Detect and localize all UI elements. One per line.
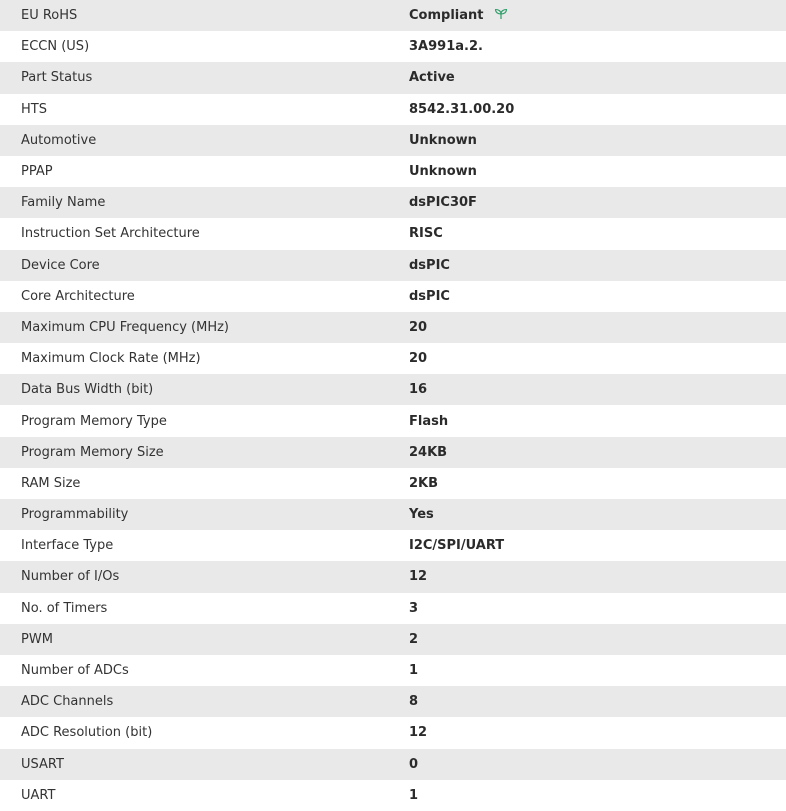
spec-row-adc-channels	[0, 686, 786, 717]
spec-label: Data Bus Width (bit)	[21, 382, 154, 398]
spec-row-family-name	[0, 187, 786, 218]
spec-row-adc-resolution	[0, 717, 786, 748]
spec-value: dsPIC	[409, 288, 450, 304]
spec-label: PWM	[21, 631, 53, 647]
spec-row-no-of-timers	[0, 593, 786, 624]
spec-label: Instruction Set Architecture	[21, 226, 200, 242]
spec-value: dsPIC30F	[409, 195, 477, 211]
spec-label: Program Memory Size	[21, 444, 164, 460]
leaf-icon	[494, 8, 508, 20]
spec-row-eccn	[0, 31, 786, 62]
spec-value: Unknown	[409, 132, 477, 148]
spec-label: ECCN (US)	[21, 39, 90, 55]
spec-value: 3	[409, 600, 419, 616]
spec-label: Program Memory Type	[21, 413, 167, 429]
spec-row-max-clock-rate	[0, 343, 786, 374]
spec-label: Core Architecture	[21, 288, 135, 304]
spec-row-pwm	[0, 624, 786, 655]
spec-value: 1	[409, 787, 419, 803]
spec-value: dsPIC	[409, 257, 450, 273]
spec-row-interface-type	[0, 530, 786, 561]
spec-label: EU RoHS	[21, 8, 78, 24]
spec-label: Interface Type	[21, 538, 114, 554]
spec-value: 12	[409, 569, 428, 585]
spec-label: Maximum CPU Frequency (MHz)	[21, 319, 229, 335]
spec-value: 2KB	[409, 475, 439, 491]
spec-label: Device Core	[21, 257, 100, 273]
spec-value: Active	[409, 70, 455, 86]
spec-value: 3A991a.2.	[409, 39, 483, 55]
spec-value: Flash	[409, 413, 449, 429]
spec-row-program-memory-size	[0, 437, 786, 468]
spec-value: 0	[409, 756, 419, 772]
spec-label: Maximum Clock Rate (MHz)	[21, 351, 201, 367]
spec-value: 2	[409, 631, 419, 647]
spec-value: Compliant	[409, 8, 484, 24]
spec-row-programmability	[0, 499, 786, 530]
spec-label: Family Name	[21, 195, 106, 211]
spec-value: 8	[409, 694, 419, 710]
spec-value: RISC	[409, 226, 443, 242]
spec-label: Number of ADCs	[21, 663, 129, 679]
spec-value: Yes	[409, 507, 434, 523]
spec-value: 24KB	[409, 444, 448, 460]
spec-label: Number of I/Os	[21, 569, 120, 585]
spec-row-program-memory-type	[0, 405, 786, 436]
spec-label: Part Status	[21, 70, 93, 86]
spec-row-max-cpu-frequency	[0, 312, 786, 343]
spec-value: I2C/SPI/UART	[409, 538, 505, 554]
spec-label: UART	[21, 787, 56, 803]
spec-value: Unknown	[409, 164, 477, 180]
spec-row-number-of-ios	[0, 561, 786, 592]
spec-value: 8542.31.00.20	[409, 101, 515, 117]
spec-label: ADC Resolution (bit)	[21, 725, 153, 741]
spec-row-instruction-set	[0, 218, 786, 249]
spec-row-automotive	[0, 125, 786, 156]
spec-row-uart	[0, 780, 786, 811]
spec-label: USART	[21, 756, 64, 772]
spec-row-usart	[0, 749, 786, 780]
spec-row-hts	[0, 94, 786, 125]
spec-label: ADC Channels	[21, 694, 114, 710]
spec-label: Programmability	[21, 507, 129, 523]
spec-label: PPAP	[21, 164, 53, 180]
spec-label: No. of Timers	[21, 600, 108, 616]
spec-value: 20	[409, 319, 428, 335]
spec-value: 12	[409, 725, 428, 741]
spec-value-cell	[409, 0, 786, 31]
spec-value: 20	[409, 351, 428, 367]
spec-label: RAM Size	[21, 475, 81, 491]
spec-value: 1	[409, 663, 419, 679]
spec-row-data-bus-width	[0, 374, 786, 405]
spec-row-eu-rohs	[0, 0, 786, 31]
spec-row-core-architecture	[0, 281, 786, 312]
spec-row-number-of-adcs	[0, 655, 786, 686]
spec-label: HTS	[21, 101, 47, 117]
spec-row-part-status	[0, 62, 786, 93]
spec-value: 16	[409, 382, 428, 398]
spec-row-ppap	[0, 156, 786, 187]
spec-label: Automotive	[21, 132, 97, 148]
spec-row-ram-size	[0, 468, 786, 499]
spec-row-device-core	[0, 250, 786, 281]
